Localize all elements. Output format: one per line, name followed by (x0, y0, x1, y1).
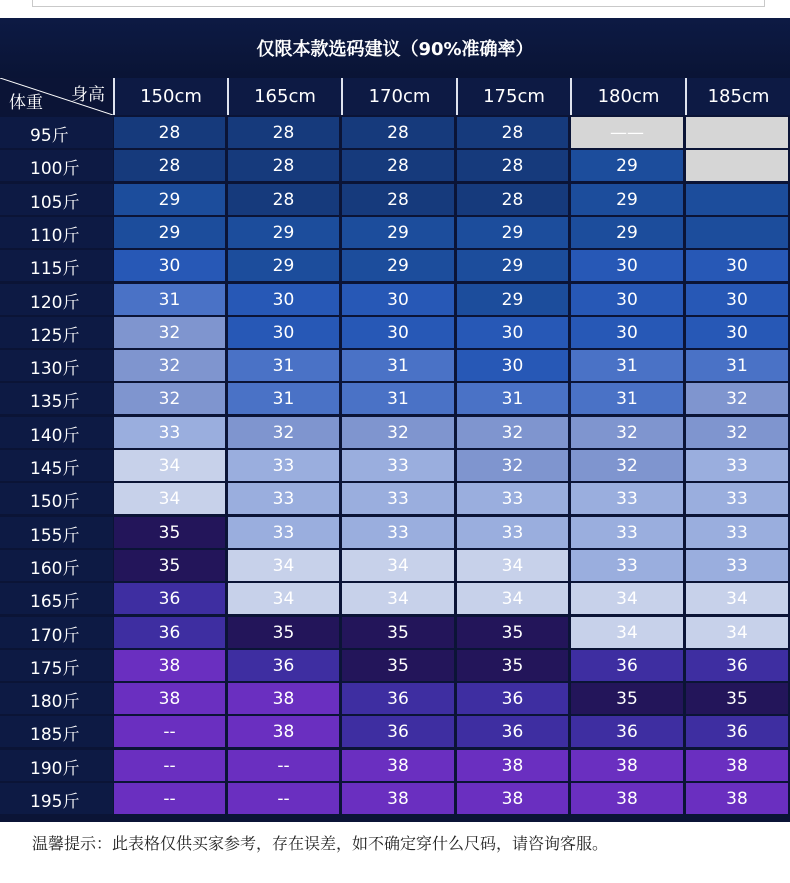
size-chart (0, 18, 790, 822)
size-cell: -- (228, 783, 339, 814)
size-cell: 36 (686, 650, 788, 681)
size-cell: 34 (342, 550, 454, 581)
size-cell: 33 (571, 550, 683, 581)
size-cell: -- (114, 716, 225, 747)
column-header: 170cm (341, 78, 456, 115)
row-weight-label: 95斤 (0, 117, 113, 148)
size-cell: 30 (571, 284, 683, 315)
row-weight-label: 195斤 (0, 783, 113, 814)
size-cell: 35 (457, 650, 568, 681)
size-cell: 28 (114, 117, 225, 148)
size-cell: 32 (571, 417, 683, 448)
size-cell: 33 (571, 483, 683, 514)
row-weight-label: 160斤 (0, 550, 113, 581)
height-axis-label: 身高 (71, 85, 105, 105)
size-cell: 36 (571, 716, 683, 747)
size-cell: 32 (342, 417, 454, 448)
size-cell (686, 184, 788, 215)
column-header: 165cm (227, 78, 341, 115)
size-cell: 31 (686, 350, 788, 381)
size-cell: 30 (686, 250, 788, 281)
size-cell: 28 (228, 117, 339, 148)
size-cell: 38 (686, 750, 788, 781)
corner-header (0, 78, 113, 115)
size-cell: 34 (114, 483, 225, 514)
size-cell: 29 (457, 217, 568, 248)
size-cell: 32 (457, 417, 568, 448)
size-cell: 38 (228, 716, 339, 747)
size-cell: 35 (571, 683, 683, 714)
size-cell: 36 (342, 716, 454, 747)
size-cell: 38 (114, 650, 225, 681)
size-cell: 31 (342, 350, 454, 381)
size-cell: 34 (686, 583, 788, 614)
size-cell: 29 (114, 217, 225, 248)
size-cell: 33 (686, 517, 788, 548)
size-cell: 36 (457, 716, 568, 747)
size-cell: 30 (114, 250, 225, 281)
size-cell: 34 (228, 550, 339, 581)
size-cell: 38 (342, 783, 454, 814)
size-cell: 36 (342, 683, 454, 714)
size-cell: 35 (114, 550, 225, 581)
size-cell: 35 (114, 517, 225, 548)
row-weight-label: 145斤 (0, 450, 113, 481)
size-cell: 29 (342, 217, 454, 248)
size-cell: 30 (686, 284, 788, 315)
size-cell: 33 (686, 550, 788, 581)
size-cell: 38 (114, 683, 225, 714)
row-weight-label: 150斤 (0, 483, 113, 514)
size-cell: 31 (457, 383, 568, 414)
size-cell: 33 (228, 483, 339, 514)
size-cell: 32 (228, 417, 339, 448)
size-cell: 31 (571, 383, 683, 414)
size-cell: 29 (571, 184, 683, 215)
row-weight-label: 100斤 (0, 150, 113, 181)
size-cell: 35 (342, 650, 454, 681)
size-cell (686, 217, 788, 248)
size-cell: 35 (457, 617, 568, 648)
size-cell: 34 (686, 617, 788, 648)
size-cell: 35 (686, 683, 788, 714)
column-header: 175cm (456, 78, 570, 115)
size-cell: 36 (571, 650, 683, 681)
size-cell: 34 (457, 583, 568, 614)
size-cell: 32 (571, 450, 683, 481)
size-cell: 32 (457, 450, 568, 481)
size-cell: 29 (571, 150, 683, 181)
size-cell: 30 (571, 317, 683, 348)
row-weight-label: 185斤 (0, 716, 113, 747)
row-weight-label: 125斤 (0, 317, 113, 348)
size-cell: 28 (457, 117, 568, 148)
size-cell: 34 (571, 617, 683, 648)
size-cell: 29 (228, 250, 339, 281)
size-cell: 31 (228, 350, 339, 381)
size-cell: 31 (114, 284, 225, 315)
size-cell: 38 (342, 750, 454, 781)
size-cell: 30 (686, 317, 788, 348)
size-cell: 28 (342, 184, 454, 215)
row-weight-label: 155斤 (0, 517, 113, 548)
size-cell: 33 (342, 483, 454, 514)
size-cell: 36 (114, 617, 225, 648)
chart-title: 仅限本款选码建议（90%准确率） (0, 18, 790, 78)
size-cell: 34 (342, 583, 454, 614)
size-cell: 33 (571, 517, 683, 548)
size-cell: -- (114, 783, 225, 814)
size-cell: 29 (342, 250, 454, 281)
size-cell: 33 (457, 483, 568, 514)
row-weight-label: 190斤 (0, 750, 113, 781)
size-cell: 29 (457, 284, 568, 315)
size-cell: 36 (686, 716, 788, 747)
row-weight-label: 110斤 (0, 217, 113, 248)
size-cell: 32 (114, 350, 225, 381)
footer-note: 温馨提示：此表格仅供买家参考，存在误差，如不确定穿什么尺码，请咨询客服。 (32, 834, 609, 853)
size-cell (686, 117, 788, 148)
weight-axis-label: 体重 (9, 93, 43, 113)
size-cell: 30 (457, 317, 568, 348)
size-cell: 28 (342, 117, 454, 148)
size-cell: 33 (228, 450, 339, 481)
row-weight-label: 105斤 (0, 184, 113, 215)
size-cell: 32 (686, 383, 788, 414)
size-cell: 34 (571, 583, 683, 614)
row-weight-label: 130斤 (0, 350, 113, 381)
size-cell: 36 (228, 650, 339, 681)
size-cell: 29 (571, 217, 683, 248)
size-cell: 38 (457, 783, 568, 814)
row-weight-label: 170斤 (0, 617, 113, 648)
size-cell: 35 (228, 617, 339, 648)
size-cell: 31 (571, 350, 683, 381)
row-weight-label: 135斤 (0, 383, 113, 414)
size-cell: 38 (228, 683, 339, 714)
column-header: 185cm (685, 78, 790, 115)
size-cell: -- (114, 750, 225, 781)
row-weight-label: 115斤 (0, 250, 113, 281)
size-cell: 33 (342, 517, 454, 548)
size-cell: 34 (457, 550, 568, 581)
size-cell: 29 (228, 217, 339, 248)
size-cell: 30 (342, 284, 454, 315)
size-cell: 38 (571, 783, 683, 814)
size-cell: 36 (457, 683, 568, 714)
row-weight-label: 165斤 (0, 583, 113, 614)
top-frame (32, 0, 765, 7)
size-cell: 33 (686, 450, 788, 481)
size-cell: 38 (457, 750, 568, 781)
size-cell: 28 (228, 184, 339, 215)
size-cell: 30 (342, 317, 454, 348)
size-cell: 34 (114, 450, 225, 481)
size-cell: 38 (686, 783, 788, 814)
size-cell: 35 (342, 617, 454, 648)
size-cell: 32 (114, 383, 225, 414)
size-cell: 36 (114, 583, 225, 614)
size-cell: 33 (457, 517, 568, 548)
size-cell: 33 (114, 417, 225, 448)
size-cell: 33 (342, 450, 454, 481)
column-header: 180cm (570, 78, 685, 115)
size-cell: 28 (342, 150, 454, 181)
size-cell: 31 (228, 383, 339, 414)
size-cell: 28 (457, 150, 568, 181)
size-cell: 34 (228, 583, 339, 614)
size-cell: 30 (228, 284, 339, 315)
size-cell: 32 (686, 417, 788, 448)
size-cell: 28 (228, 150, 339, 181)
size-cell: —— (571, 117, 683, 148)
row-weight-label: 120斤 (0, 284, 113, 315)
size-cell: 28 (457, 184, 568, 215)
size-cell: 32 (114, 317, 225, 348)
size-cell: 30 (571, 250, 683, 281)
size-cell: 31 (342, 383, 454, 414)
size-cell: 30 (228, 317, 339, 348)
row-weight-label: 180斤 (0, 683, 113, 714)
row-weight-label: 175斤 (0, 650, 113, 681)
size-cell: 33 (686, 483, 788, 514)
size-cell: 29 (457, 250, 568, 281)
row-weight-label: 140斤 (0, 417, 113, 448)
size-cell: 29 (114, 184, 225, 215)
size-cell: 28 (114, 150, 225, 181)
size-cell: -- (228, 750, 339, 781)
column-header: 150cm (113, 78, 227, 115)
size-cell: 33 (228, 517, 339, 548)
size-cell: 38 (571, 750, 683, 781)
size-cell: 30 (457, 350, 568, 381)
size-cell (686, 150, 788, 181)
